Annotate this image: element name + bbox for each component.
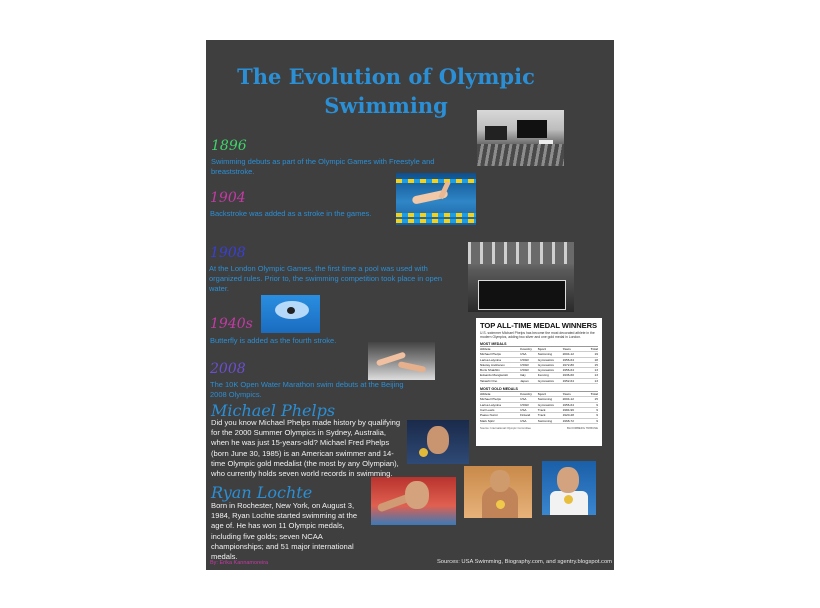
table-cell: 1956-64 [562, 402, 574, 407]
table-cell: Paavo Nurmi [480, 413, 498, 418]
footer-author: By: Erika Kannamoreira [210, 560, 269, 566]
footer-sources: Sources: USA Swimming, Biography.com, and sgentry.blogspot.com [436, 559, 612, 565]
table-cell: Gymnastics [537, 402, 554, 407]
table-cell: Italy [520, 373, 526, 378]
table-cell: 1936-60 [562, 373, 574, 378]
desc-1908: At the London Olympic Games, the first time a pool was used with organized rules. Prior to, the swimming competition took place in open water. [209, 264, 443, 293]
desc-1904: Backstroke was added as a stroke in the games. [210, 209, 372, 218]
table-cell: Michael Phelps [480, 397, 501, 402]
table-cell: 18 [594, 357, 598, 362]
table-cell: USA [520, 418, 527, 423]
medal-table-title: TOP ALL-TIME MEDAL WINNERS [480, 321, 597, 330]
table-cell: Total [590, 347, 598, 351]
table-cell: Japan [520, 378, 529, 383]
lochte-name: Ryan Lochte [211, 483, 313, 502]
table-cell: Track [537, 413, 546, 418]
table-cell: Boris Shakhlin [480, 368, 500, 373]
photo-michael-phelps [407, 420, 469, 464]
table-cell: Country [520, 347, 532, 351]
photo-open-water [368, 342, 435, 380]
year-1896: 1896 [211, 138, 247, 154]
table-cell: Country [520, 392, 532, 397]
medal-table-source: Source: International Olympic Committee [480, 425, 531, 430]
table-cell: Years [562, 392, 571, 397]
table-cell: USSR [520, 368, 529, 373]
table-row [480, 419, 598, 424]
phelps-bio: Did you know Michael Phelps made history by qualifying for the 2000 Summer Olympics in Sydney, Australia, when he was just 15-years-old? Michael Fred Phelps (born June 30, 1985) is an American swimmer and 14-time Olympic gold medalist (the most by any Olympian), who currently holds seven world records in swimming. [211, 418, 401, 479]
table-cell: Larisa Latynina [480, 357, 501, 362]
table-cell: Sport [537, 347, 546, 351]
table-cell: Mark Spitz [480, 418, 495, 423]
table-cell: Swimming [537, 352, 553, 357]
table-cell: 15 [594, 362, 598, 367]
desc-1896: Swimming debuts as part of the Olympic Games with Freestyle and breaststroke. [211, 157, 435, 176]
medal-table-source-line [480, 426, 598, 430]
table-cell: 13 [594, 368, 598, 373]
table-cell: Years [562, 347, 571, 351]
table-cell: 1968-72 [562, 418, 574, 423]
table-cell: 9 [596, 407, 598, 412]
table-cell: 9 [596, 413, 598, 418]
table-cell: Finland [520, 413, 531, 418]
table-cell: Nikolay Andrianov [480, 362, 505, 367]
desc-2008: The 10K Open Water Marathon swim debuts at the Beijing 2008 Olympics. [210, 380, 404, 399]
most-gold-heading: MOST GOLD MEDALS [480, 387, 598, 392]
table-cell: Athlete [480, 392, 491, 397]
year-1908: 1908 [210, 245, 246, 261]
table-cell: 1956-64 [562, 357, 574, 362]
photo-backstroke [396, 173, 476, 225]
table-cell: Gymnastics [537, 357, 554, 362]
table-cell: Gymnastics [537, 368, 554, 373]
photo-1896-swimmers [477, 110, 564, 166]
table-cell: Total [590, 392, 598, 397]
table-cell: 15 [594, 397, 598, 402]
table-cell: USSR [520, 357, 529, 362]
table-cell: Carl Lewis [480, 407, 495, 412]
table-cell: 1956-64 [562, 368, 574, 373]
table-cell: Larisa Latynina [480, 402, 501, 407]
table-cell: 1972-80 [562, 362, 574, 367]
photo-ryan-lochte-medal [464, 466, 532, 518]
table-cell: Sport [537, 392, 546, 397]
most-medals-heading: MOST MEDALS [480, 342, 598, 347]
year-1904: 1904 [210, 190, 246, 206]
photo-ryan-lochte-portrait [542, 461, 596, 515]
poster [206, 40, 614, 570]
phelps-name: Michael Phelps [211, 401, 336, 420]
table-cell: 2004-12 [562, 397, 574, 402]
table-cell: Track [537, 407, 546, 412]
table-cell: Edoardo Mangiarotti [480, 373, 508, 378]
lochte-bio: Born in Rochester, New York, on August 3, 1984, Ryan Lochte started swimming at the age of. He has won 11 Olympic medals, including five golds; seven NCAA championships; and 51 major international medals. [211, 501, 358, 562]
photo-1908-pool [468, 242, 574, 312]
medal-table-subtitle: U.S. swimmer Michael Phelps has become the most decorated athlete in the modern Olympics, adding two silver and one gold medal in London. [480, 331, 595, 339]
table-cell: Gymnastics [537, 362, 554, 367]
table-cell: USSR [520, 362, 529, 367]
table-cell: Swimming [537, 397, 553, 402]
table-cell: Takashi Ono [480, 378, 498, 383]
year-1940s: 1940s [210, 316, 253, 332]
table-cell: 1952-64 [562, 378, 574, 383]
table-cell: Michael Phelps [480, 352, 501, 357]
poster-title: The Evolution of Olympic Swimming [237, 64, 535, 118]
table-cell: 9 [596, 402, 598, 407]
table-cell: 2004-12 [562, 352, 574, 357]
year-2008: 2008 [210, 361, 246, 377]
table-cell: USA [520, 397, 527, 402]
medal-winners-table [476, 318, 602, 446]
table-cell: USA [520, 407, 527, 412]
table-cell: USA [520, 352, 527, 357]
most-medals-rows [480, 347, 598, 384]
table-cell: Swimming [537, 418, 553, 423]
table-row [480, 379, 598, 384]
table-cell: USSR [520, 402, 529, 407]
desc-1940s: Butterfly is added as the fourth stroke. [210, 336, 337, 345]
table-cell: 13 [594, 378, 598, 383]
table-cell: Fencing [537, 373, 549, 378]
table-cell: 9 [596, 418, 598, 423]
photo-butterfly [261, 295, 320, 333]
table-cell: 1984-96 [562, 407, 574, 412]
photo-ryan-lochte-swimming [371, 477, 456, 525]
table-cell: 13 [594, 373, 598, 378]
medal-table-credit: BLOOMBERG TRIBUNE [566, 425, 598, 430]
table-cell: Athlete [480, 347, 491, 351]
table-cell: Gymnastics [537, 378, 554, 383]
table-cell: 19 [594, 352, 598, 357]
table-cell: 1920-28 [562, 413, 574, 418]
most-gold-rows [480, 392, 598, 424]
